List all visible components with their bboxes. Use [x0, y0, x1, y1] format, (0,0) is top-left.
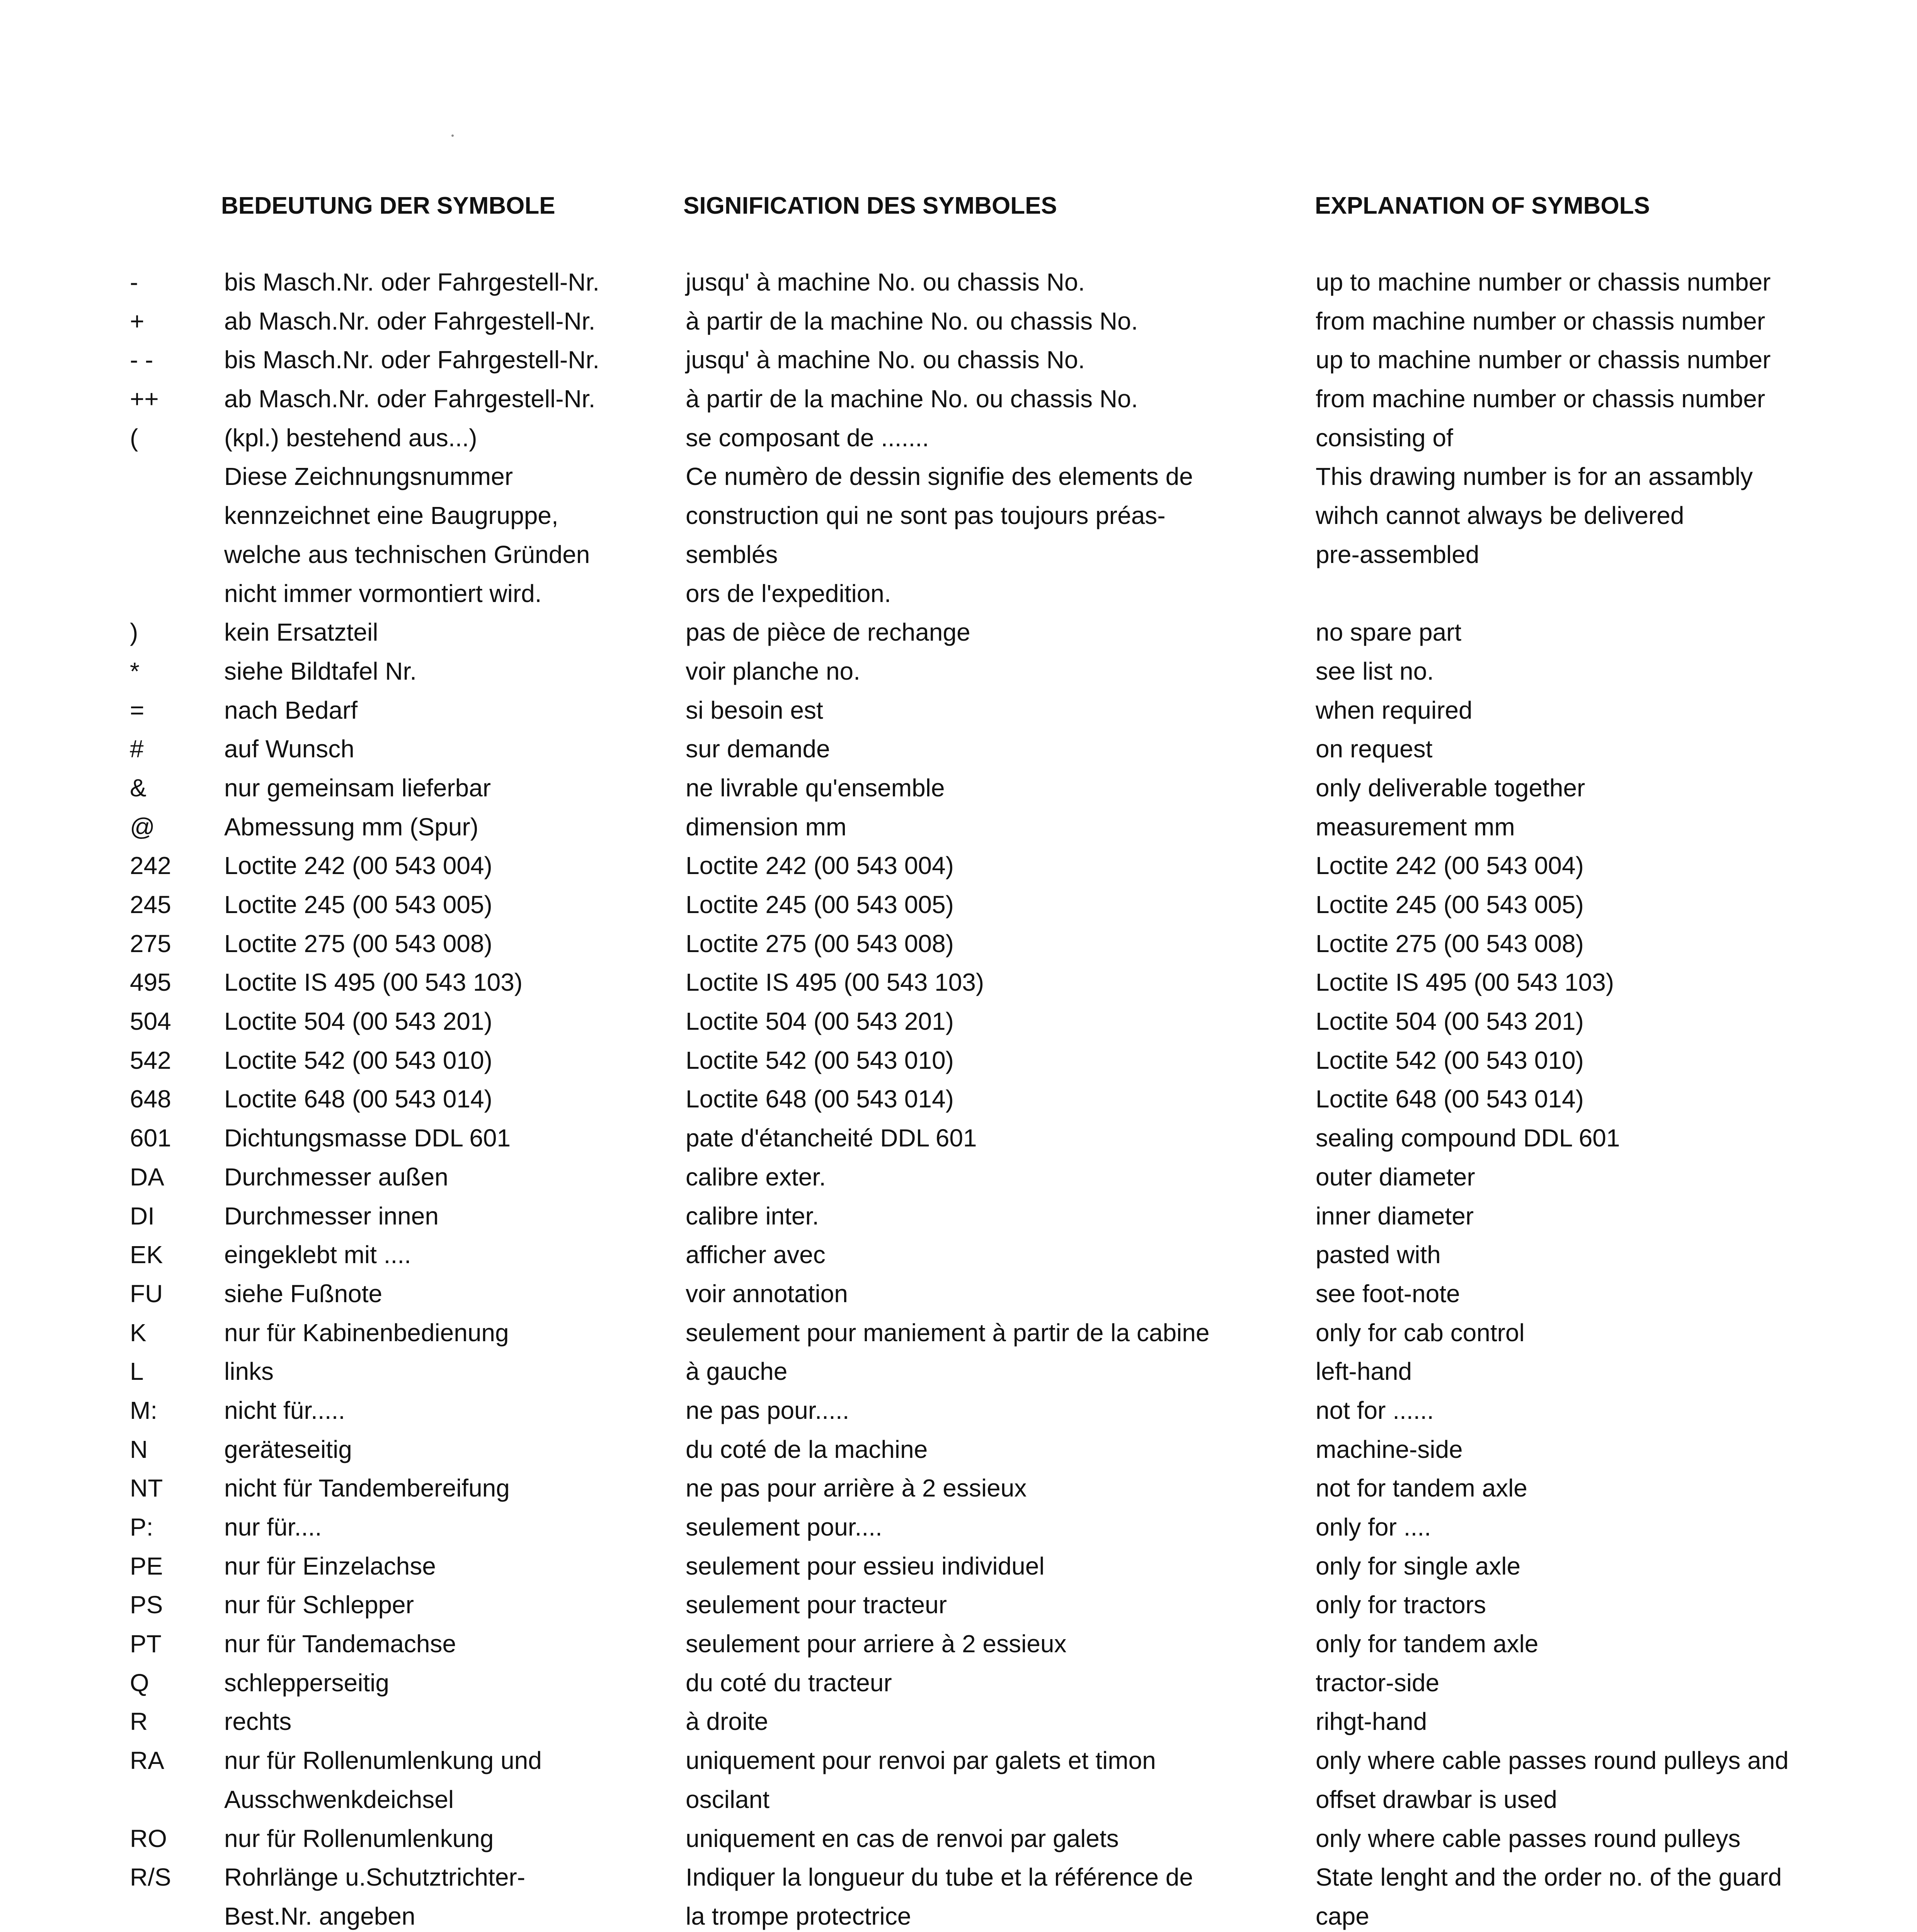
symbol-cell: ): [130, 618, 138, 646]
table-row: [0, 1702, 1917, 1741]
german-cell: Loctite 648 (00 543 014): [224, 1085, 492, 1113]
symbol-cell: PE: [130, 1552, 163, 1580]
french-cell: uniquement en cas de renvoi par galets: [686, 1824, 1119, 1852]
french-cell: Loctite 648 (00 543 014): [686, 1085, 954, 1113]
symbol-table: [0, 263, 1917, 1932]
header-french: SIGNIFICATION DES SYMBOLES: [683, 192, 1057, 219]
table-row: [0, 1469, 1917, 1508]
english-cell: left-hand: [1316, 1357, 1412, 1386]
english-cell: Loctite 504 (00 543 201): [1316, 1007, 1584, 1036]
german-cell: nur für Einzelachse: [224, 1552, 436, 1580]
table-row: [0, 340, 1917, 379]
symbol-cell: FU: [130, 1279, 163, 1308]
german-cell: Durchmesser innen: [224, 1202, 439, 1230]
french-cell: seulement pour arriere à 2 essieux: [686, 1630, 1067, 1658]
english-cell: sealing compound DDL 601: [1316, 1124, 1620, 1152]
symbol-cell: NT: [130, 1474, 163, 1502]
french-cell: afficher avec: [686, 1241, 826, 1269]
table-row: [0, 691, 1917, 730]
french-cell: dimension mm: [686, 813, 847, 841]
english-cell: not for ......: [1316, 1396, 1434, 1424]
french-cell: Loctite 242 (00 543 004): [686, 852, 954, 880]
french-cell: Ce numèro de dessin signifie des elements de construction qui ne sont pas toujours préas- semblés ors de l'expedition.: [686, 463, 1193, 607]
german-cell: rechts: [224, 1708, 292, 1736]
german-cell: nicht für Tandembereifung: [224, 1474, 510, 1502]
french-cell: pas de pièce de rechange: [686, 618, 970, 646]
table-row: [0, 1819, 1917, 1858]
english-cell: measurement mm: [1316, 813, 1515, 841]
english-cell: no spare part: [1316, 618, 1462, 646]
symbol-cell: PS: [130, 1591, 163, 1619]
header-english: EXPLANATION OF SYMBOLS: [1315, 192, 1650, 219]
symbol-cell: @: [130, 813, 155, 841]
german-cell: Loctite 275 (00 543 008): [224, 929, 492, 957]
french-cell: sur demande: [686, 735, 830, 763]
french-cell: se composant de .......: [686, 423, 929, 452]
english-cell: tractor-side: [1316, 1668, 1440, 1697]
symbol-cell: PT: [130, 1630, 162, 1658]
table-row: [0, 1002, 1917, 1041]
german-cell: siehe Fußnote: [224, 1279, 383, 1308]
french-cell: Indiquer la longueur du tube et la référence de la trompe protectrice: [686, 1863, 1193, 1930]
french-cell: ne livrable qu'ensemble: [686, 774, 945, 802]
table-row: [0, 1235, 1917, 1274]
german-cell: nur für Tandemachse: [224, 1630, 456, 1658]
french-cell: jusqu' à machine No. ou chassis No.: [686, 346, 1085, 374]
german-cell: Loctite 245 (00 543 005): [224, 891, 492, 919]
table-row: [0, 457, 1917, 613]
table-row: [0, 418, 1917, 457]
german-cell: ab Masch.Nr. oder Fahrgestell-Nr.: [224, 385, 596, 413]
french-cell: voir planche no.: [686, 657, 860, 685]
french-cell: Loctite 275 (00 543 008): [686, 929, 954, 957]
symbol-cell: 504: [130, 1007, 171, 1036]
english-cell: only for ....: [1316, 1513, 1431, 1541]
german-cell: Loctite 542 (00 543 010): [224, 1046, 492, 1074]
german-cell: Loctite 242 (00 543 004): [224, 852, 492, 880]
english-cell: machine-side: [1316, 1435, 1463, 1463]
german-cell: nur für....: [224, 1513, 322, 1541]
french-cell: Loctite 542 (00 543 010): [686, 1046, 954, 1074]
table-row: [0, 1430, 1917, 1469]
symbol-cell: -: [130, 268, 138, 296]
german-cell: ab Masch.Nr. oder Fahrgestell-Nr.: [224, 307, 596, 335]
french-cell: ne pas pour arrière à 2 essieux: [686, 1474, 1027, 1502]
english-cell: only for tandem axle: [1316, 1630, 1539, 1658]
symbol-cell: R: [130, 1708, 148, 1736]
german-cell: Dichtungsmasse DDL 601: [224, 1124, 511, 1152]
english-cell: Loctite 242 (00 543 004): [1316, 852, 1584, 880]
table-row: [0, 379, 1917, 418]
english-cell: Loctite 245 (00 543 005): [1316, 891, 1584, 919]
german-cell: Loctite 504 (00 543 201): [224, 1007, 492, 1036]
table-row: [0, 1663, 1917, 1702]
symbol-cell: *: [130, 657, 140, 685]
table-row: [0, 885, 1917, 924]
french-cell: du coté de la machine: [686, 1435, 928, 1463]
table-row: [0, 1197, 1917, 1236]
table-row: [0, 808, 1917, 847]
symbol-cell: EK: [130, 1241, 163, 1269]
table-row: [0, 846, 1917, 885]
symbol-cell: RA: [130, 1747, 164, 1775]
table-row: [0, 1080, 1917, 1119]
symbol-cell: L: [130, 1357, 144, 1386]
french-cell: seulement pour maniement à partir de la cabine: [686, 1318, 1210, 1347]
symbol-cell: +: [130, 307, 145, 335]
german-cell: nur für Schlepper: [224, 1591, 414, 1619]
german-cell: kein Ersatzteil: [224, 618, 378, 646]
table-row: [0, 730, 1917, 769]
german-cell: nicht für.....: [224, 1396, 346, 1424]
french-cell: seulement pour tracteur: [686, 1591, 947, 1619]
german-cell: nur für Rollenumlenkung und Ausschwenkdeichsel: [224, 1747, 542, 1813]
german-cell: auf Wunsch: [224, 735, 354, 763]
french-cell: calibre exter.: [686, 1163, 826, 1191]
french-cell: jusqu' à machine No. ou chassis No.: [686, 268, 1085, 296]
english-cell: consisting of: [1316, 423, 1453, 452]
english-cell: see foot-note: [1316, 1279, 1460, 1308]
symbol-cell: (: [130, 423, 138, 452]
english-cell: State lenght and the order no. of the guard cape: [1316, 1863, 1782, 1930]
table-row: [0, 1158, 1917, 1197]
table-row: [0, 1313, 1917, 1352]
english-cell: on request: [1316, 735, 1433, 763]
german-cell: siehe Bildtafel Nr.: [224, 657, 417, 685]
header-german: BEDEUTUNG DER SYMBOLE: [221, 192, 555, 219]
symbol-cell: ++: [130, 385, 159, 413]
german-cell: geräteseitig: [224, 1435, 352, 1463]
french-cell: seulement pour essieu individuel: [686, 1552, 1045, 1580]
symbol-cell: N: [130, 1435, 148, 1463]
table-row: [0, 769, 1917, 808]
french-cell: à droite: [686, 1708, 768, 1736]
table-row: [0, 1858, 1917, 1932]
table-row: [0, 613, 1917, 652]
symbol-cell: RO: [130, 1824, 167, 1852]
symbol-cell: 601: [130, 1124, 171, 1152]
german-cell: nur für Kabinenbedienung: [224, 1318, 509, 1347]
german-cell: links: [224, 1357, 274, 1386]
german-cell: Rohrlänge u.Schutztrichter- Best.Nr. angeben: [224, 1863, 526, 1930]
german-cell: Diese Zeichnungsnummer kennzeichnet eine Baugruppe, welche aus technischen Gründen nicht immer vormontiert wird.: [224, 463, 590, 607]
english-cell: This drawing number is for an assambly wihch cannot always be delivered pre-assembled: [1316, 463, 1753, 568]
english-cell: from machine number or chassis number: [1316, 307, 1765, 335]
table-row: [0, 302, 1917, 341]
german-cell: (kpl.) bestehend aus...): [224, 423, 477, 452]
symbol-cell: 275: [130, 929, 171, 957]
symbol-cell: - -: [130, 346, 153, 374]
table-row: [0, 963, 1917, 1002]
table-row: [0, 1508, 1917, 1547]
table-row: [0, 1624, 1917, 1663]
french-cell: pate d'étancheité DDL 601: [686, 1124, 977, 1152]
symbol-cell: 242: [130, 852, 171, 880]
french-cell: si besoin est: [686, 696, 823, 724]
english-cell: when required: [1316, 696, 1473, 724]
english-cell: pasted with: [1316, 1241, 1441, 1269]
symbol-cell: =: [130, 696, 145, 724]
table-row: [0, 1585, 1917, 1624]
german-cell: nur gemeinsam lieferbar: [224, 774, 491, 802]
symbol-cell: K: [130, 1318, 146, 1347]
english-cell: only for tractors: [1316, 1591, 1486, 1619]
english-cell: only where cable passes round pulleys: [1316, 1824, 1741, 1852]
english-cell: from machine number or chassis number: [1316, 385, 1765, 413]
english-cell: Loctite 648 (00 543 014): [1316, 1085, 1584, 1113]
english-cell: outer diameter: [1316, 1163, 1475, 1191]
french-cell: Loctite IS 495 (00 543 103): [686, 968, 984, 997]
german-cell: Durchmesser außen: [224, 1163, 448, 1191]
english-cell: Loctite 542 (00 543 010): [1316, 1046, 1584, 1074]
english-cell: up to machine number or chassis number: [1316, 268, 1771, 296]
column-headers: [0, 189, 1917, 223]
german-cell: bis Masch.Nr. oder Fahrgestell-Nr.: [224, 268, 599, 296]
german-cell: Loctite IS 495 (00 543 103): [224, 968, 523, 997]
symbol-cell: R/S: [130, 1863, 171, 1891]
english-cell: rihgt-hand: [1316, 1708, 1427, 1736]
table-row: [0, 1391, 1917, 1430]
table-row: [0, 652, 1917, 691]
table-row: [0, 924, 1917, 963]
english-cell: not for tandem axle: [1316, 1474, 1527, 1502]
table-row: [0, 263, 1917, 302]
symbol-cell: 648: [130, 1085, 171, 1113]
german-cell: Abmessung mm (Spur): [224, 813, 478, 841]
german-cell: schlepperseitig: [224, 1668, 389, 1697]
english-cell: see list no.: [1316, 657, 1434, 685]
french-cell: calibre inter.: [686, 1202, 819, 1230]
english-cell: up to machine number or chassis number: [1316, 346, 1771, 374]
english-cell: only where cable passes round pulleys and offset drawbar is used: [1316, 1747, 1789, 1813]
symbol-cell: 495: [130, 968, 171, 997]
german-cell: bis Masch.Nr. oder Fahrgestell-Nr.: [224, 346, 599, 374]
table-row: [0, 1274, 1917, 1313]
table-row: [0, 1041, 1917, 1080]
french-cell: du coté du tracteur: [686, 1668, 892, 1697]
english-cell: only for single axle: [1316, 1552, 1521, 1580]
english-cell: only for cab control: [1316, 1318, 1525, 1347]
english-cell: Loctite IS 495 (00 543 103): [1316, 968, 1614, 997]
table-row: [0, 1352, 1917, 1391]
english-cell: inner diameter: [1316, 1202, 1474, 1230]
french-cell: à gauche: [686, 1357, 788, 1386]
english-cell: Loctite 275 (00 543 008): [1316, 929, 1584, 957]
french-cell: Loctite 504 (00 543 201): [686, 1007, 954, 1036]
table-row: [0, 1741, 1917, 1819]
symbol-cell: DA: [130, 1163, 164, 1191]
german-cell: nur für Rollenumlenkung: [224, 1824, 494, 1852]
table-row: [0, 1119, 1917, 1158]
french-cell: à partir de la machine No. ou chassis No.: [686, 307, 1138, 335]
french-cell: uniquement pour renvoi par galets et timon oscilant: [686, 1747, 1156, 1813]
french-cell: à partir de la machine No. ou chassis No.: [686, 385, 1138, 413]
french-cell: seulement pour....: [686, 1513, 882, 1541]
symbol-cell: P:: [130, 1513, 153, 1541]
symbol-cell: 542: [130, 1046, 171, 1074]
german-cell: nach Bedarf: [224, 696, 358, 724]
symbol-cell: &: [130, 774, 146, 802]
symbol-cell: M:: [130, 1396, 158, 1424]
table-row: [0, 1547, 1917, 1586]
scan-speck: [451, 134, 454, 137]
french-cell: ne pas pour.....: [686, 1396, 850, 1424]
french-cell: Loctite 245 (00 543 005): [686, 891, 954, 919]
symbol-cell: #: [130, 735, 144, 763]
symbol-cell: Q: [130, 1668, 149, 1697]
symbol-cell: 245: [130, 891, 171, 919]
french-cell: voir annotation: [686, 1279, 848, 1308]
german-cell: eingeklebt mit ....: [224, 1241, 411, 1269]
symbol-cell: DI: [130, 1202, 155, 1230]
english-cell: only deliverable together: [1316, 774, 1585, 802]
